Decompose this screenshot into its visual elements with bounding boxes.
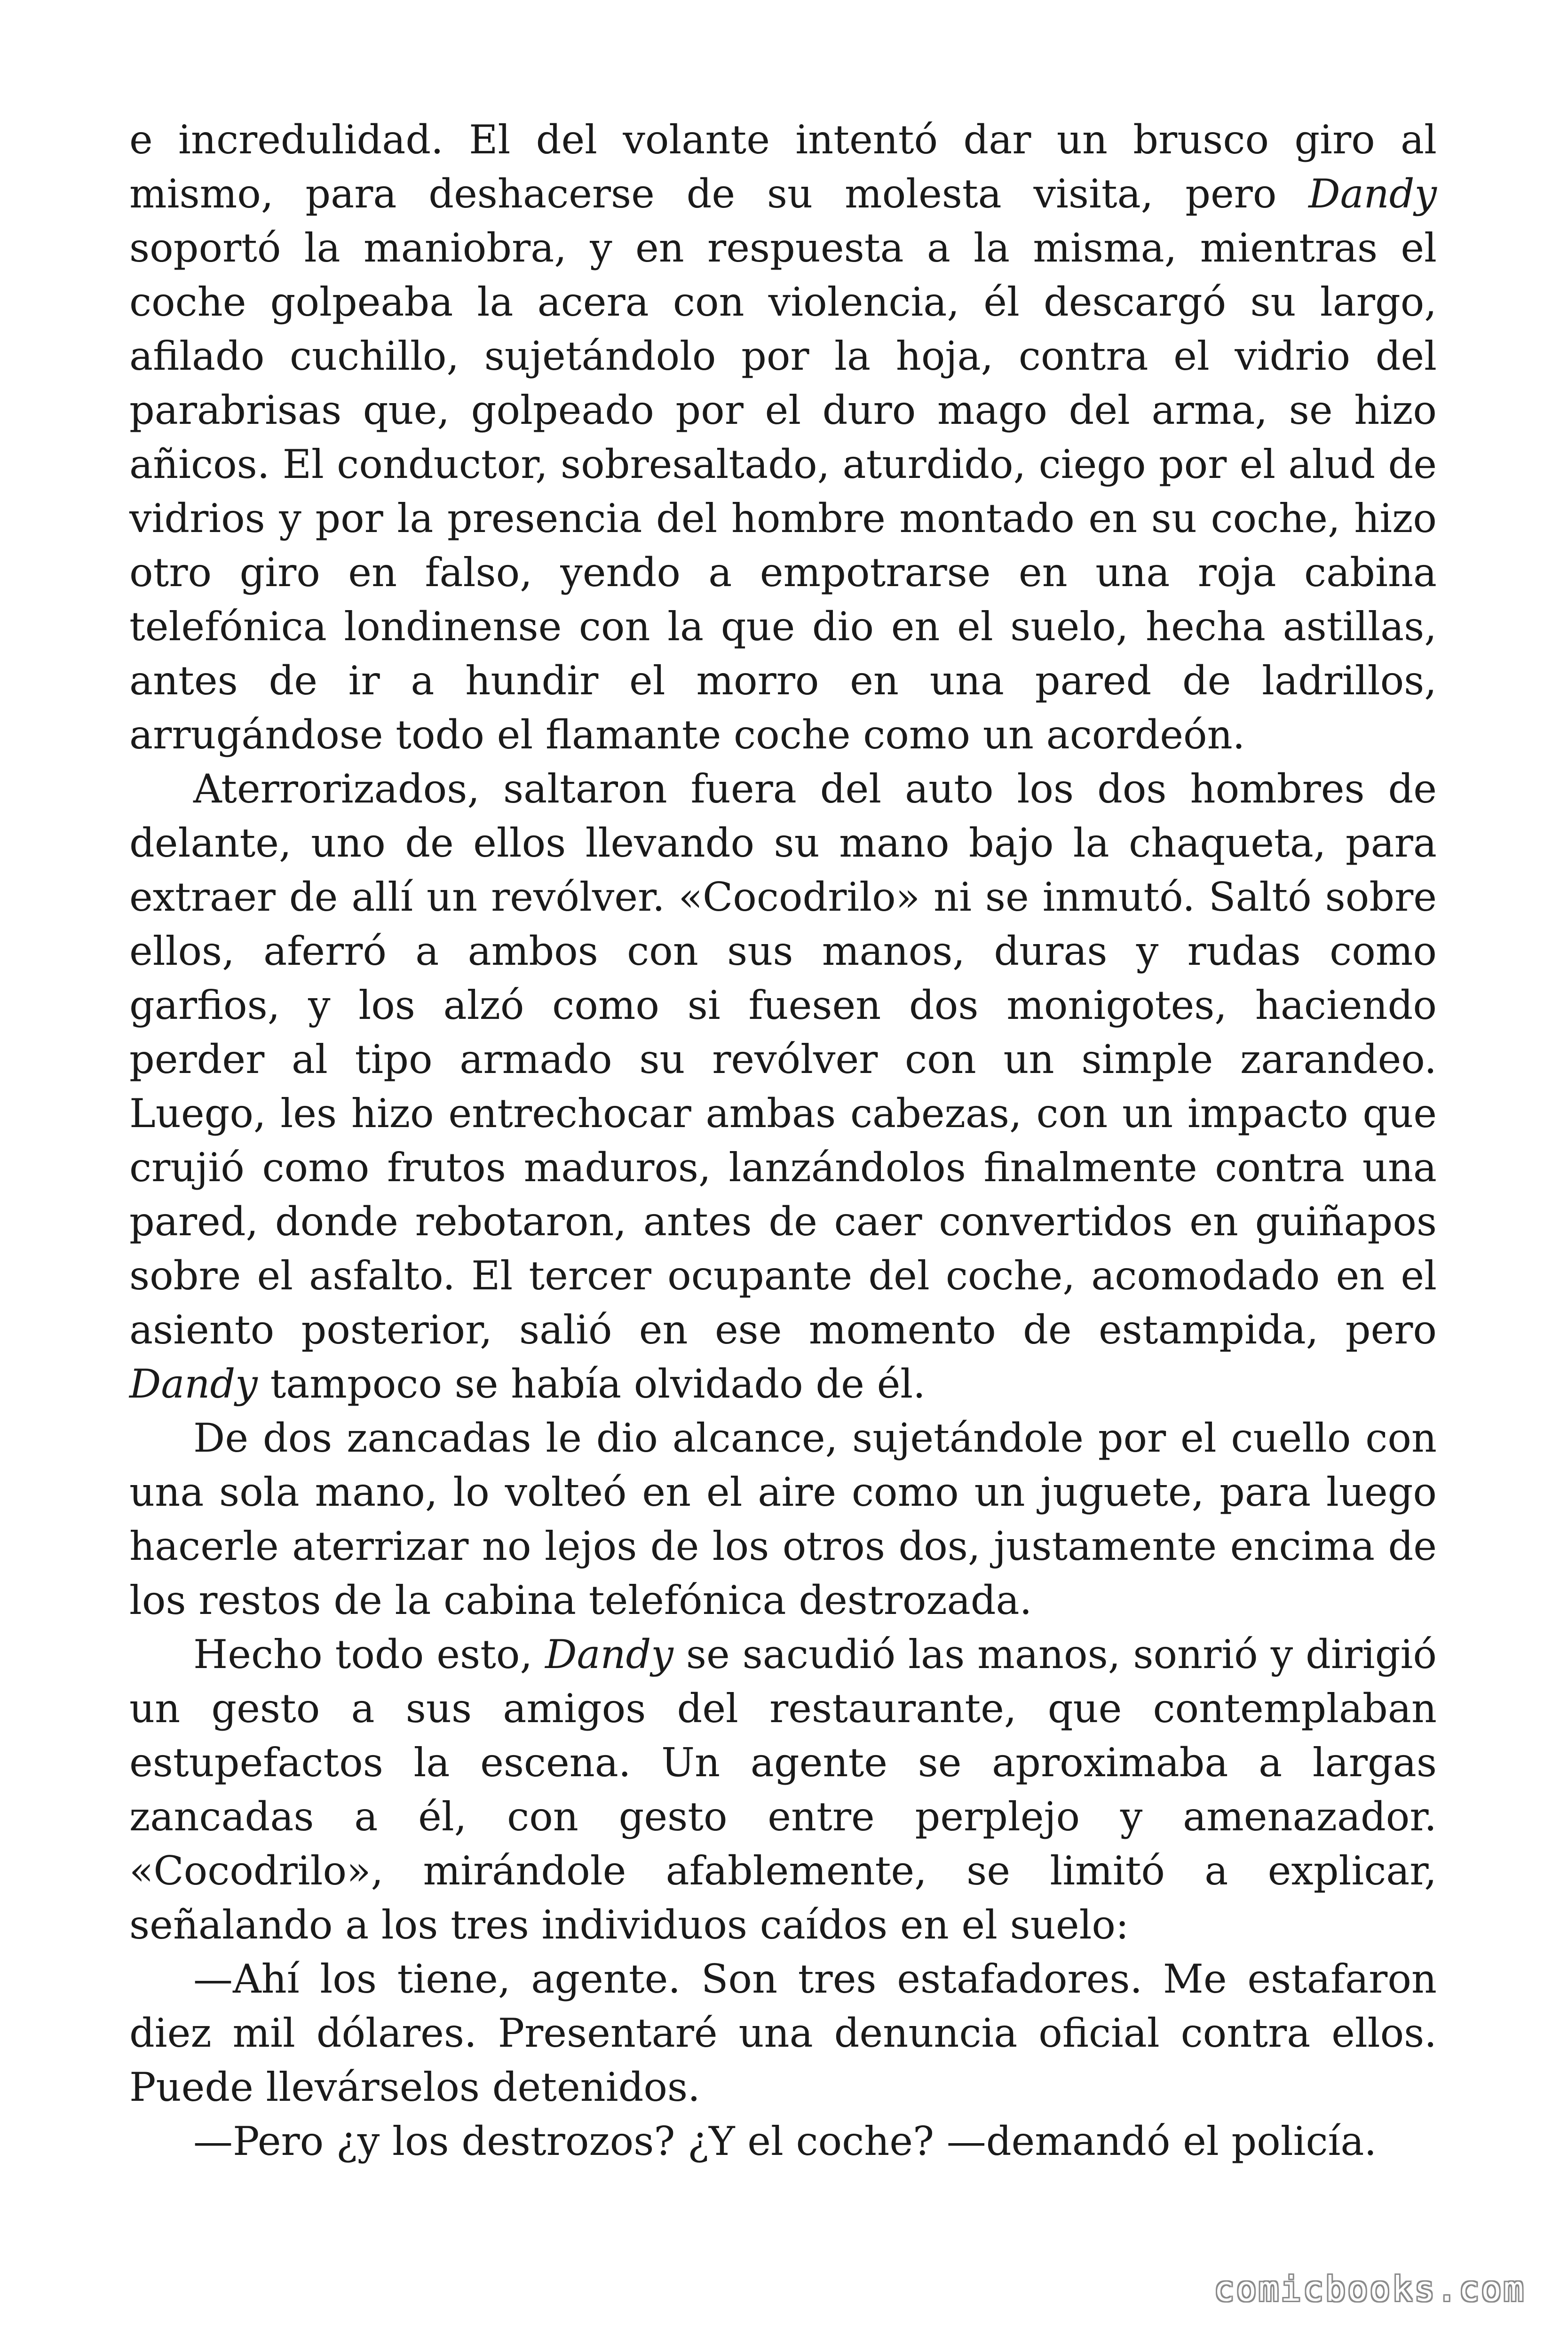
paragraph-1-italic-name: Dandy <box>1308 171 1437 217</box>
paragraph-4 <box>129 1628 1437 1952</box>
watermark-logo: comicbooks.com <box>1214 2269 1526 2309</box>
paragraph-4-text: Hecho todo esto, <box>193 1631 546 1677</box>
paragraph-3-text: De dos zancadas le dio alcance, sujetándole por el cuello con una sola mano, lo volteó en el aire como un juguete, para luego hacerle aterrizar no lejos de los otros dos, justamente encima de los restos de la cabina telefónica destrozada. <box>129 1415 1437 1623</box>
paragraph-1-text: e incredulidad. El del volante intentó dar un brusco giro al mismo, para deshacerse de su molesta visita, pero <box>129 117 1437 217</box>
paragraph-2 <box>129 762 1437 1411</box>
paragraph-5 <box>129 1952 1437 2114</box>
body-text <box>129 113 1437 2169</box>
paragraph-5-text: —Ahí los tiene, agente. Son tres estafadores. Me estafaron diez mil dólares. Presentaré una denuncia oficial contra ellos. Puede llevárselos detenidos. <box>129 1956 1437 2110</box>
paragraph-3 <box>129 1411 1437 1628</box>
paragraph-2-text-cont: tampoco se había olvidado de él. <box>257 1361 926 1407</box>
paragraph-2-text: Aterrorizados, saltaron fuera del auto los dos hombres de delante, uno de ellos llevando su mano bajo la chaqueta, para extraer de allí un revólver. «Cocodrilo» ni se inmutó. Saltó sobre ellos, aferró a ambos con sus manos, duras y rudas como garfios, y los alzó como si fuesen dos monigotes, haciendo perder al tipo armado su revólver con un simple zarandeo. Luego, les hizo entrechocar ambas cabezas, con un impacto que crujió como frutos maduros, lanzándolos finalmente contra una pared, donde rebotaron, antes de caer convertidos en guiñapos sobre el asfalto. El tercer ocupante del coche, acomodado en el asiento posterior, salió en ese momento de estampida, pero <box>129 766 1437 1353</box>
paragraph-1-text-cont: soportó la maniobra, y en respuesta a la misma, mientras el coche golpeaba la acera con violencia, él descargó su largo, afilado cuchillo, sujetándolo por la hoja, contra el vidrio del parabrisas que, golpeado por el duro mago del arma, se hizo añicos. El conductor, sobresaltado, aturdido, ciego por el alud de vidrios y por la presencia del hombre montado en su coche, hizo otro giro en falso, yendo a empotrarse en una roja cabina telefónica londinense con la que dio en el suelo, hecha astillas, antes de ir a hundir el morro en una pared de ladrillos, arrugándose todo el flamante coche como un acordeón. <box>129 225 1437 758</box>
paragraph-6-text: —Pero ¿y los destrozos? ¿Y el coche? —demandó el policía. <box>193 2118 1377 2164</box>
paragraph-4-italic-name: Dandy <box>545 1631 673 1677</box>
paragraph-1 <box>129 113 1437 762</box>
paragraph-4-text-cont: se sacudió las manos, sonrió y dirigió un gesto a sus amigos del restaurante, que contemplaban estupefactos la escena. Un agente se aproximaba a largas zancadas a él, con gesto entre perplejo y amenazador. «Cocodrilo», mirándole afablemente, se limitó a explicar, señalando a los tres individuos caídos en el suelo: <box>129 1631 1437 1948</box>
paragraph-6 <box>129 2114 1437 2169</box>
paragraph-2-italic-name: Dandy <box>129 1361 258 1407</box>
